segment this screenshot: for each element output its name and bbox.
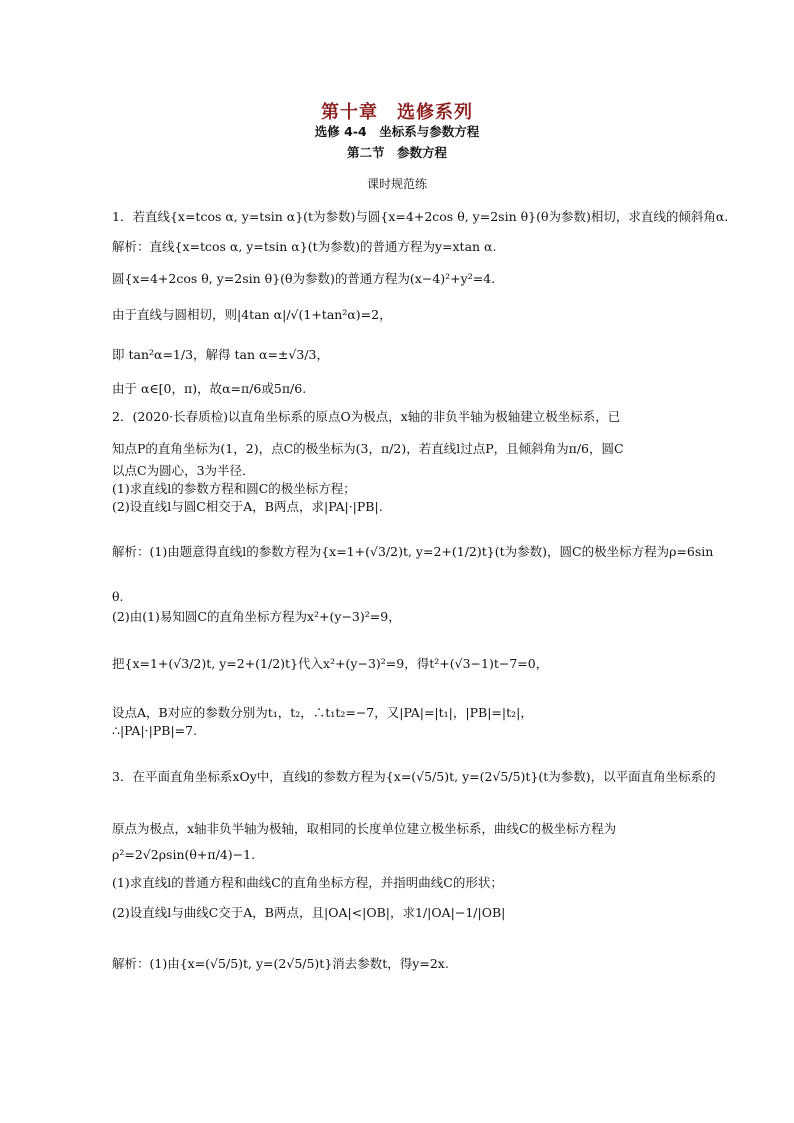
problem-2-part-1: (1)求直线l的参数方程和圆C的极坐标方程； xyxy=(112,481,356,496)
solution-2-line: θ. xyxy=(112,589,124,604)
lesson-subtitle: 第二节 参数方程 xyxy=(346,145,447,160)
problem-2-part-2: (2)设直线l与圆C相交于A，B两点，求|PA|·|PB|. xyxy=(112,499,383,514)
solution-1-line: 由于直线与圆相切，则|4tan α|/√(1+tan²α)=2， xyxy=(112,307,392,322)
problem-1: 1．若直线{x=tcos α, y=tsin α}(t为参数)与圆{x=4+2cos θ, y=2sin θ}(θ为参数)相切，求直线的倾斜角α. xyxy=(112,209,729,224)
problem-2-line: 以点C为圆心，3为半径． xyxy=(112,463,255,478)
solution-2-line: (2)由(1)易知圆C的直角坐标方程为x²+(y−3)²=9， xyxy=(112,609,401,624)
section-subtitle: 选修 4-4 坐标系与参数方程 xyxy=(314,124,480,139)
solution-3-line: 解析：(1)由{x=(√5/5)t, y=(2√5/5)t}消去参数t，得y=2x. xyxy=(112,956,449,971)
solution-2-line: 设点A，B对应的参数分别为t₁，t₂，∴t₁t₂=−7，又|PA|=|t₁|，|PB|=|t₂|， xyxy=(112,705,533,720)
chapter-title: 第十章 选修系列 xyxy=(321,102,473,123)
problem-2: 2．(2020·长春质检)以直角坐标系的原点O为极点，x轴的非负半轴为极轴建立极坐标系，已 xyxy=(112,409,621,424)
solution-2-line: 解析：(1)由题意得直线l的参数方程为{x=1+(√3/2)t, y=2+(1/2)t}(t为参数)，圆C的极坐标方程为ρ=6sin xyxy=(112,544,714,559)
solution-2-line: 把{x=1+(√3/2)t, y=2+(1/2)t}代入x²+(y−3)²=9，得t²+(√3−1)t−7=0， xyxy=(112,656,549,671)
solution-1-line: 即 tan²α=1/3，解得 tan α=±√3/3， xyxy=(112,347,329,362)
exercise-heading: 课时规范练 xyxy=(366,177,427,191)
solution-2-line: ∴|PA|·|PB|=7. xyxy=(112,723,198,738)
solution-1-line: 解析：直线{x=tcos α, y=tsin α}(t为参数)的普通方程为y=xtan α. xyxy=(112,239,497,254)
problem-3-line: ρ²=2√2ρsin(θ+π/4)−1. xyxy=(112,847,256,862)
problem-3-part-1: (1)求直线l的普通方程和曲线C的直角坐标方程，并指明曲线C的形状； xyxy=(112,875,503,890)
problem-3-line: 原点为极点，x轴非负半轴为极轴，取相同的长度单位建立极坐标系，曲线C的极坐标方程为 xyxy=(112,821,617,836)
problem-3: 3．在平面直角坐标系xOy中，直线l的参数方程为{x=(√5/5)t, y=(2√5/5)t}(t为参数)，以平面直角坐标系的 xyxy=(112,769,716,784)
problem-3-part-2: (2)设直线l与曲线C交于A，B两点，且|OA|<|OB|，求1/|OA|−1/|OB| xyxy=(112,905,506,920)
solution-1-line: 由于 α∈[0，π)，故α=π/6或5π/6. xyxy=(112,381,307,396)
problem-2-line: 知点P的直角坐标为(1，2)，点C的极坐标为(3，π/2)，若直线l过点P，且倾斜角为π/6，圆C xyxy=(112,441,624,456)
solution-1-line: 圆{x=4+2cos θ, y=2sin θ}(θ为参数)的普通方程为(x−4)²+y²=4. xyxy=(112,271,496,286)
